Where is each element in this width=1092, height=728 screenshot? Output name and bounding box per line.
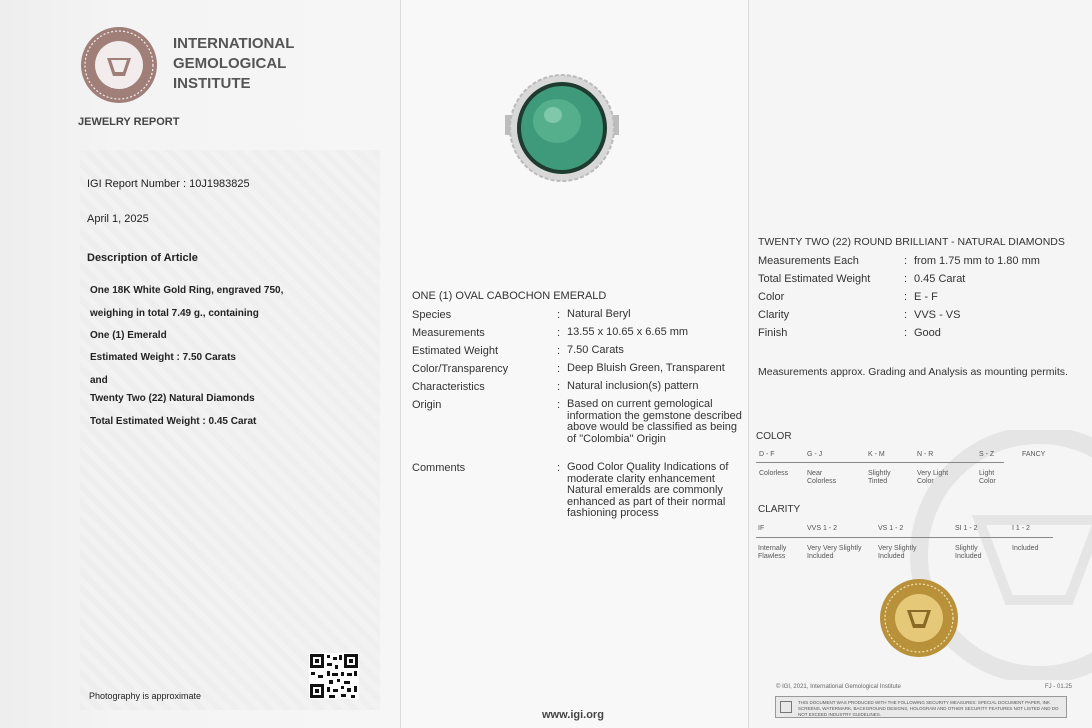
institute-name-line-3: INSTITUTE bbox=[173, 75, 251, 92]
row-value: 13.55 x 10.65 x 6.65 mm bbox=[567, 326, 689, 338]
row-label: Measurements bbox=[412, 327, 485, 339]
row-value: Natural Beryl bbox=[567, 308, 631, 320]
security-text: THIS DOCUMENT WAS PRODUCED WITH THE FOLLOWING SECURITY MEASURES: SPECIAL DOCUMENT PAPER, INK SCREENS, WATERMARK, BACKGROUND DESIGNS, HOLOGRAM AND OTHER SECURITY FEATURES NOT LISTED AND DO NOT EXCEED INDUSTRY GUIDELINES. bbox=[798, 700, 1059, 717]
website-url[interactable]: www.igi.org bbox=[542, 709, 604, 721]
diamond-row-color: Color : E - F bbox=[758, 291, 938, 303]
row-value: Based on current gemological information the gemstone described above would be classified as being of "Colombia" Origin bbox=[567, 398, 742, 445]
description-line: and bbox=[90, 375, 108, 386]
clarity-grade: I 1 - 2 bbox=[1012, 525, 1030, 532]
institute-name-line-1: INTERNATIONAL bbox=[173, 35, 295, 52]
institute-name-line-2: GEMOLOGICAL bbox=[173, 55, 287, 72]
qr-code[interactable] bbox=[309, 653, 359, 699]
row-label: Estimated Weight bbox=[412, 345, 499, 357]
row-label: Clarity bbox=[758, 309, 790, 321]
clarity-grade: VS 1 - 2 bbox=[878, 525, 904, 532]
report-date: April 1, 2025 bbox=[87, 213, 149, 225]
diamond-row-weight: Total Estimated Weight : 0.45 Carat bbox=[758, 273, 966, 285]
document-icon bbox=[780, 701, 792, 713]
diamond-row-measurements: Measurements Each : from 1.75 mm to 1.80 mm bbox=[758, 255, 1040, 267]
clarity-grade: SI 1 - 2 bbox=[955, 525, 978, 532]
row-label: Measurements Each bbox=[758, 255, 859, 267]
color-grade: K - M bbox=[868, 451, 885, 458]
row-label: Characteristics bbox=[412, 381, 485, 393]
color-description: Light Color bbox=[979, 470, 996, 485]
diamond-row-finish: Finish : Good bbox=[758, 327, 941, 339]
clarity-grade: IF bbox=[758, 525, 765, 532]
row-label: Total Estimated Weight bbox=[758, 273, 871, 285]
clarity-description: Slightly Included bbox=[955, 545, 982, 560]
left-panel bbox=[0, 0, 400, 728]
row-label: Color/Transparency bbox=[412, 363, 509, 375]
color-grade: S - Z bbox=[979, 451, 995, 458]
description-line: Estimated Weight : 7.50 Carats bbox=[90, 352, 236, 363]
color-scale-title: COLOR bbox=[756, 431, 792, 442]
emerald-title: ONE (1) OVAL CABOCHON EMERALD bbox=[412, 290, 607, 302]
clarity-description: Very Slightly Included bbox=[878, 545, 917, 560]
clarity-description: Very Very Slightly Included bbox=[807, 545, 862, 560]
color-description: Near Colorless bbox=[807, 470, 837, 485]
institute-name bbox=[173, 34, 294, 94]
background-pattern bbox=[80, 150, 380, 710]
report-number: IGI Report Number : 10J1983825 bbox=[87, 178, 250, 190]
description-title: Description of Article bbox=[87, 252, 198, 264]
description-line: One 18K White Gold Ring, engraved 750, bbox=[90, 285, 284, 296]
row-label: Finish bbox=[758, 327, 788, 339]
report-type: JEWELRY REPORT bbox=[78, 116, 180, 128]
security-banner bbox=[775, 696, 1067, 718]
copyright: © IGI, 2021, International Gemological Institute bbox=[776, 684, 901, 690]
row-label: Species bbox=[412, 309, 452, 321]
clarity-description: Included bbox=[1012, 545, 1039, 552]
color-description: Slightly Tinted bbox=[868, 470, 891, 485]
clarity-scale-divider bbox=[756, 537, 1053, 538]
form-code: FJ - 01.25 bbox=[1045, 684, 1073, 690]
color-grade: N - R bbox=[917, 451, 934, 458]
color-description: Colorless bbox=[759, 470, 789, 477]
color-grade: G - J bbox=[807, 451, 823, 458]
clarity-description: Internally Flawless bbox=[758, 545, 787, 560]
gold-hologram-seal bbox=[877, 578, 961, 658]
color-grade: FANCY bbox=[1022, 451, 1046, 458]
row-value: 0.45 Carat bbox=[914, 273, 966, 285]
row-value: Good bbox=[914, 327, 941, 339]
row-label: Comments bbox=[412, 462, 466, 474]
middle-panel: ONE (1) OVAL CABOCHON EMERALD Species : Natural Beryl Measurements : 13.55 x 10.65 x 6.65 mm Estimated Weight : 7.50 Carats Color/Transparency : Deep Bluish Green, Transparent Characteristics : Natural inclusion(s) pattern Origin : Based on current gemological information the gemstone described above would be classified as being of "Colombia" Origin Comments : Good Color Quality Indications of moderate clarity enhancement Natural emeralds are commonly enhanced as part of their normal fashioning process www.igi.org bbox=[400, 0, 748, 728]
clarity-scale-title: CLARITY bbox=[758, 504, 801, 515]
row-value: E - F bbox=[914, 291, 938, 303]
row-value: Good Color Quality Indications of moderate clarity enhancement Natural emeralds are commonly enhanced as part of their normal fashioning process bbox=[567, 461, 729, 519]
description-line: weighing in total 7.49 g., containing bbox=[90, 308, 259, 319]
description-line: Total Estimated Weight : 0.45 Carat bbox=[90, 416, 257, 427]
row-value: from 1.75 mm to 1.80 mm bbox=[914, 255, 1040, 267]
right-panel bbox=[748, 0, 1092, 728]
color-scale-divider bbox=[756, 462, 1004, 463]
clarity-grade: VVS 1 - 2 bbox=[807, 525, 837, 532]
color-grade: D - F bbox=[759, 451, 775, 458]
row-label: Origin bbox=[412, 399, 442, 411]
row-label: Color bbox=[758, 291, 785, 303]
description-line: Twenty Two (22) Natural Diamonds bbox=[90, 393, 255, 404]
diamonds-title: TWENTY TWO (22) ROUND BRILLIANT - NATURAL DIAMONDS bbox=[758, 236, 1065, 248]
diamond-row-clarity: Clarity : VVS - VS bbox=[758, 309, 961, 321]
photography-note: Photography is approximate bbox=[89, 691, 202, 701]
color-description: Very Light Color bbox=[917, 470, 949, 485]
row-value: VVS - VS bbox=[914, 309, 961, 321]
measurement-note: Measurements approx. Grading and Analysis as mounting permits. bbox=[758, 366, 1068, 378]
row-value: Natural inclusion(s) pattern bbox=[567, 380, 699, 392]
row-value: Deep Bluish Green, Transparent bbox=[567, 362, 725, 374]
description-line: One (1) Emerald bbox=[90, 330, 167, 341]
row-value: 7.50 Carats bbox=[567, 344, 624, 356]
ring-photo bbox=[505, 73, 619, 183]
igi-seal-logo bbox=[78, 26, 160, 104]
